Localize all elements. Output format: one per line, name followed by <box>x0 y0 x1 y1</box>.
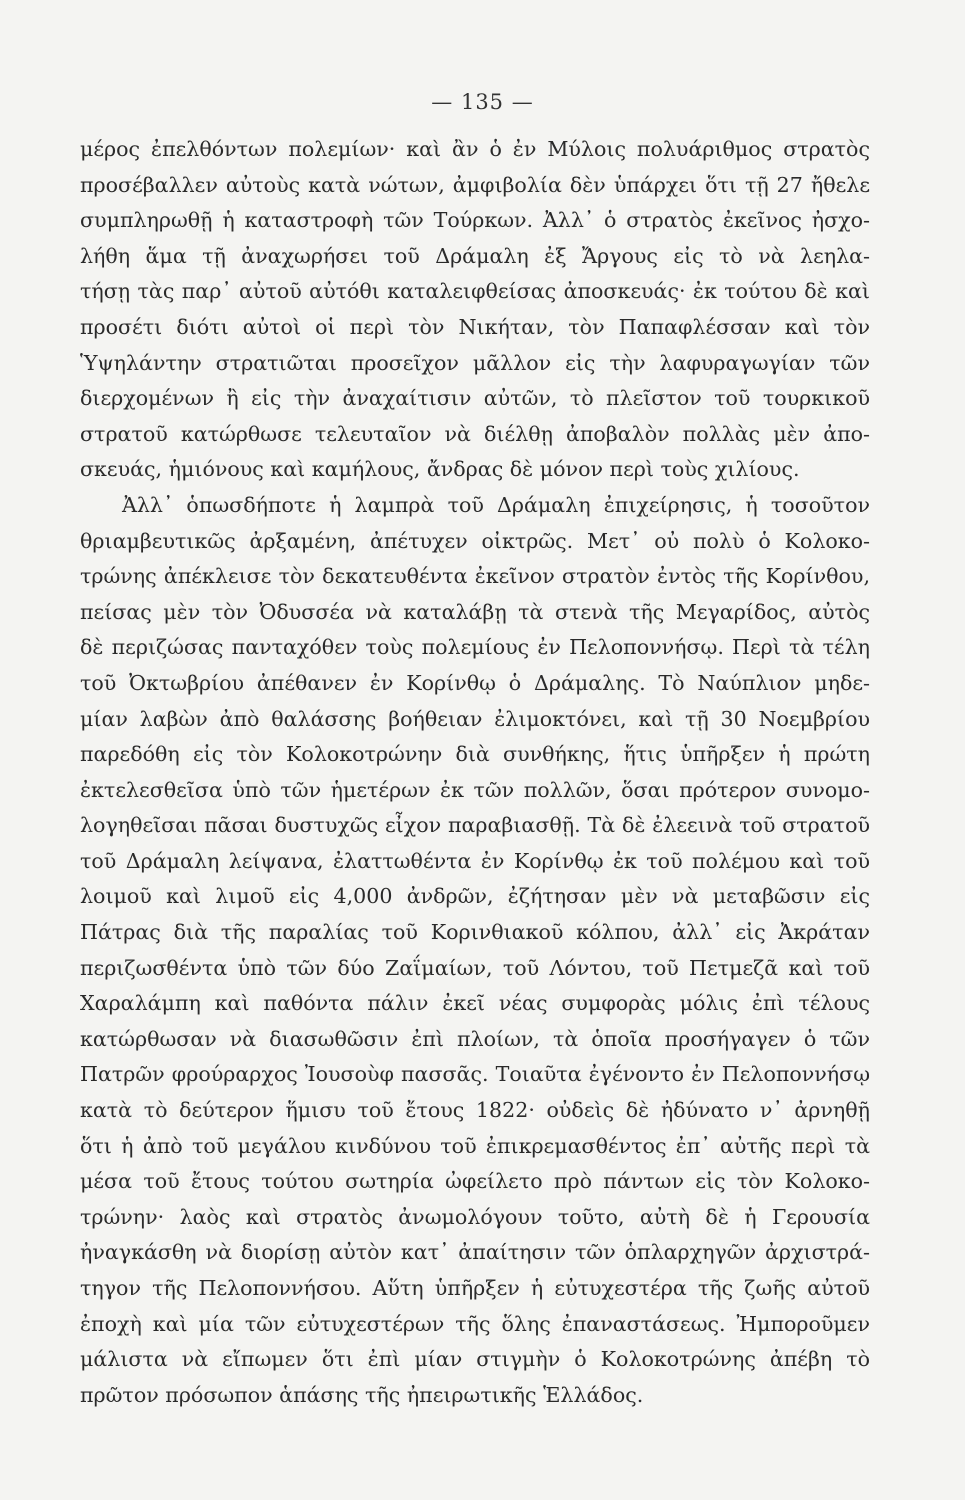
text-line: συμπληρωθῇ ἡ καταστροφὴ τῶν Τούρκων. Ἀλλ᾽ ὁ στρατὸς ἐκεῖνος ἠσχο- <box>80 208 870 233</box>
text-line: λοιμοῦ καὶ λιμοῦ εἰς 4,000 ἀνδρῶν, ἐζήτησαν μὲν νὰ μεταβῶσιν εἰς <box>80 884 870 909</box>
text-line: μέσα τοῦ ἔτους τούτου σωτηρία ὠφείλετο πρὸ πάντων εἰς τὸν Κολοκο- <box>80 1169 870 1194</box>
text-line: σκευάς, ἡμιόνους καὶ καμήλους, ἄνδρας δὲ μόνον περὶ τοὺς χιλίους. <box>80 457 800 482</box>
text-line: Πάτρας διὰ τῆς παραλίας τοῦ Κορινθιακοῦ κόλπου, ἀλλ᾽ εἰς Ἀκράταν <box>80 920 870 945</box>
text-line: Ἀλλ᾽ ὁπωσδήποτε ἡ λαμπρὰ τοῦ Δράμαλη ἐπιχείρησις, ἡ τοσοῦτον <box>122 492 870 517</box>
text-line: θριαμβευτικῶς ἀρξαμένη, ἀπέτυχεν οἰκτρῶς. Μετ᾽ οὐ πολὺ ὁ Κολοκο- <box>80 528 870 553</box>
text-line: περιζωσθέντα ὑπὸ τῶν δύο Ζαΐμαίων, τοῦ Λόντου, τοῦ Πετμεζᾶ καὶ τοῦ <box>80 955 870 980</box>
text-line: τρώνης ἀπέκλεισε τὸν δεκατευθέντα ἐκεῖνον στρατὸν ἐντὸς τῆς Κορίνθου, <box>80 564 870 589</box>
body-text <box>80 132 870 1413</box>
text-line: μέρος ἐπελθόντων πολεμίων· καὶ ἂν ὁ ἐν Μύλοις πολυάριθμος στρατὸς <box>80 137 870 161</box>
text-line: Χαραλάμπη καὶ παθόντα πάλιν ἐκεῖ νέας συμφορὰς μόλις ἐπὶ τέλους <box>80 991 870 1016</box>
text-line: λήθη ἅμα τῇ ἀναχωρήσει τοῦ Δράμαλη ἐξ Ἄργους εἰς τὸ νὰ λεηλα- <box>80 243 870 268</box>
text-line: προσέτι διότι αὐτοὶ οἱ περὶ τὸν Νικήταν, τὸν Παπαφλέσσαν καὶ τὸν <box>80 314 870 339</box>
text-line: μίαν λαβὼν ἀπὸ θαλάσσης βοήθειαν ἐλιμοκτόνει, καὶ τῇ 30 Νοεμβρίου <box>80 706 870 731</box>
text-line: λογηθεῖσαι πᾶσαι δυστυχῶς εἶχον παραβιασθῇ. Τὰ δὲ ἐλεεινὰ τοῦ στρατοῦ <box>80 813 870 838</box>
text-line: στρατοῦ κατώρθωσε τελευταῖον νὰ διέλθῃ ἀποβαλὸν πολλὰς μὲν ἀπο- <box>80 421 870 446</box>
text-line: πρῶτον πρόσωπον ἁπάσης τῆς ἠπειρωτικῆς Ἑλλάδος. <box>80 1382 644 1407</box>
text-line: προσέβαλλεν αὐτοὺς κατὰ νώτων, ἀμφιβολία δὲν ὑπάρχει ὅτι τῇ 27 ἤθελε <box>80 172 870 197</box>
text-line: ἐποχὴ καὶ μία τῶν εὐτυχεστέρων τῆς ὅλης ἐπαναστάσεως. Ἠμποροῦμεν <box>80 1311 870 1336</box>
page-number: — 135 — <box>431 90 534 114</box>
text-line: κατὰ τὸ δεύτερον ἥμισυ τοῦ ἔτους 1822· οὐδεὶς δὲ ἠδύνατο ν᾽ ἀρνηθῇ <box>80 1098 870 1123</box>
text-line: δὲ περιζώσας πανταχόθεν τοὺς πολεμίους ἐν Πελοποννήσῳ. Περὶ τὰ τέλη <box>80 635 870 660</box>
text-line: Πατρῶν φρούραρχος Ἰουσοὺφ πασσᾶς. Τοιαῦτα ἐγένοντο ἐν Πελοποννήσῳ <box>80 1062 870 1087</box>
text-line: τοῦ Ὀκτωβρίου ἀπέθανεν ἐν Κορίνθῳ ὁ Δράμαλης. Τὸ Ναύπλιον μηδε- <box>80 670 870 695</box>
text-line: παρεδόθη εἰς τὸν Κολοκοτρώνην διὰ συνθήκης, ἥτις ὑπῆρξεν ἡ πρώτη <box>80 742 870 767</box>
text-line: ἐκτελεσθεῖσα ὑπὸ τῶν ἡμετέρων ἐκ τῶν πολλῶν, ὅσαι πρότερον συνομο- <box>80 777 870 802</box>
text-line: τοῦ Δράμαλη λείψανα, ἐλαττωθέντα ἐν Κορίνθῳ ἐκ τοῦ πολέμου καὶ τοῦ <box>80 848 870 873</box>
text-line: ὅτι ἡ ἀπὸ τοῦ μεγάλου κινδύνου τοῦ ἐπικρεμασθέντος ἐπ᾽ αὐτῆς περὶ τὰ <box>80 1133 870 1158</box>
text-line: τηγον τῆς Πελοποννήσου. Αὕτη ὑπῆρξεν ἡ εὐτυχεστέρα τῆς ζωῆς αὐτοῦ <box>80 1276 870 1300</box>
text-line: κατώρθωσαν νὰ διασωθῶσιν ἐπὶ πλοίων, τὰ ὁποῖα προσήγαγεν ὁ τῶν <box>80 1026 870 1051</box>
text-line: διερχομένων ἢ εἰς τὴν ἀναχαίτισιν αὐτῶν, τὸ πλεῖστον τοῦ τουρκικοῦ <box>80 386 870 411</box>
text-line: πείσας μὲν τὸν Ὀδυσσέα νὰ καταλάβῃ τὰ στενὰ τῆς Μεγαρίδος, αὐτὸς <box>80 599 870 624</box>
text-line: τρώνην· λαὸς καὶ στρατὸς ἀνωμολόγουν τοῦτο, αὐτὴ δὲ ἡ Γερουσία <box>80 1204 870 1229</box>
text-line: Ὑψηλάντην στρατιῶται προσεῖχον μᾶλλον εἰς τὴν λαφυραγωγίαν τῶν <box>80 350 870 375</box>
text-line: ἠναγκάσθη νὰ διορίσῃ αὐτὸν κατ᾽ ἀπαίτησιν τῶν ὁπλαρχηγῶν ἀρχιστρά- <box>80 1240 870 1265</box>
text-line: τήσῃ τὰς παρ᾽ αὐτοῦ αὐτόθι καταλειφθείσας ἀποσκευάς· ἐκ τούτου δὲ καὶ <box>80 279 870 304</box>
text-line: μάλιστα νὰ εἴπωμεν ὅτι ἐπὶ μίαν στιγμὴν ὁ Κολοκοτρώνης ἀπέβη τὸ <box>80 1347 870 1372</box>
